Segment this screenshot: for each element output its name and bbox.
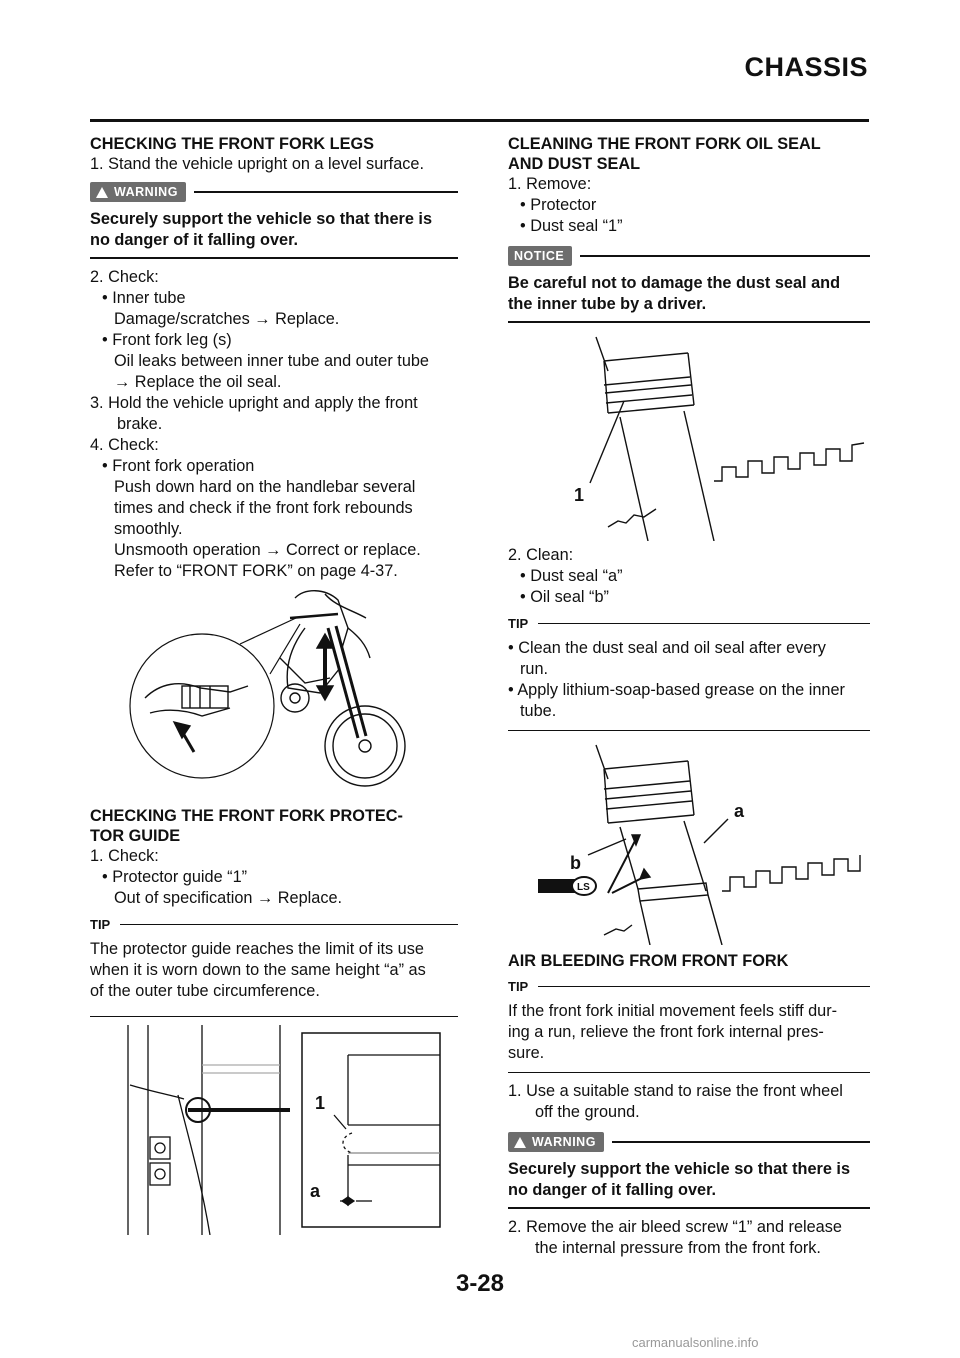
tip-label: TIP (508, 615, 529, 631)
warning-end-rule (508, 1207, 870, 1209)
page-number: 3-28 (455, 1270, 505, 1297)
tip-text: The protector guide reaches the limit of its use (90, 940, 424, 958)
section-title-protector-guide: TOR GUIDE (90, 827, 181, 845)
step-text: brake. (117, 415, 163, 433)
protector-guide-figure (90, 1025, 458, 1235)
detail-text: Unsmooth operation → Correct or replace. (114, 541, 421, 559)
figure-label-a: a (734, 801, 745, 821)
warning-text: Securely support the vehicle so that there is (508, 1160, 851, 1178)
warning-label: WARNING (532, 1134, 596, 1149)
warning-label: WARNING (114, 184, 178, 199)
tip-text: run. (520, 660, 549, 678)
footer-watermark: carmanualsonline.info (632, 1335, 759, 1350)
detail-text: smoothly. (114, 520, 183, 538)
tip-text: tube. (520, 702, 557, 720)
tip-text: when it is worn down to the same height “a” as (90, 961, 426, 979)
section-title-cleaning-seals: AND DUST SEAL (508, 155, 641, 173)
tip-text: of the outer tube circumference. (90, 982, 320, 1000)
seal-grease-figure (508, 739, 870, 945)
warning-rule (612, 1141, 870, 1143)
detail-text: → Replace the oil seal. (114, 373, 282, 391)
step-text: 1. Check: (90, 847, 159, 865)
detail-text: Damage/scratches → Replace. (114, 310, 340, 328)
notice-header (508, 245, 870, 267)
notice-rule (580, 255, 870, 257)
step-text: 3. Hold the vehicle upright and apply the front (90, 394, 418, 412)
bullet-text: • Protector guide “1” (102, 868, 248, 886)
step-text: 2. Check: (90, 268, 159, 286)
left-column (90, 134, 458, 1235)
tip-label: TIP (90, 916, 111, 932)
step-text: 1. Stand the vehicle upright on a level surface. (90, 155, 424, 173)
warning-text: no danger of it falling over. (90, 231, 299, 249)
figure-label-a: a (310, 1181, 321, 1201)
section-title-air-bleeding: AIR BLEEDING FROM FRONT FORK (508, 952, 789, 970)
tip-text: sure. (508, 1044, 545, 1062)
motorcycle-fork-figure (90, 588, 458, 798)
bullet-text: • Inner tube (102, 289, 186, 307)
notice-badge (508, 246, 572, 266)
step-text: 1. Remove: (508, 175, 592, 193)
grease-label-ls: LS (577, 882, 590, 893)
warning-rule (194, 191, 458, 193)
tip-rule (538, 623, 870, 624)
warning-end-rule (90, 257, 458, 259)
step-text: the internal pressure from the front fork. (535, 1239, 821, 1257)
tip-end-rule (90, 1016, 458, 1017)
bullet-text: • Front fork leg (s) (102, 331, 232, 349)
warning-header (90, 181, 458, 203)
dust-seal-figure (508, 331, 870, 541)
tip-rule (538, 986, 870, 987)
step-text: 4. Check: (90, 436, 159, 454)
figure-label-1: 1 (315, 1093, 326, 1113)
step-text: 2. Remove the air bleed screw “1” and release (508, 1218, 842, 1236)
warning-triangle-icon (514, 1137, 526, 1148)
tip-text: • Clean the dust seal and oil seal after every (508, 639, 826, 657)
tip-header (508, 975, 870, 997)
tip-end-rule (508, 730, 870, 731)
detail-text: times and check if the front fork rebounds (114, 499, 413, 517)
page-header-title: CHASSIS (744, 52, 868, 82)
tip-end-rule (508, 1072, 870, 1073)
bullet-text: • Dust seal “a” (520, 567, 623, 585)
warning-text: no danger of it falling over. (508, 1181, 717, 1199)
warning-triangle-icon (96, 187, 108, 198)
tip-header (90, 913, 458, 935)
notice-end-rule (508, 321, 870, 323)
warning-text: Securely support the vehicle so that there is (90, 210, 433, 228)
tip-text: • Apply lithium-soap-based grease on the inner (508, 681, 845, 699)
tip-label: TIP (508, 978, 529, 994)
bullet-text: • Oil seal “b” (520, 588, 609, 606)
tip-rule (120, 924, 458, 925)
step-text: 1. Use a suitable stand to raise the front wheel (508, 1082, 843, 1100)
notice-text: Be careful not to damage the dust seal and (508, 274, 841, 292)
bullet-text: • Protector (520, 196, 597, 214)
detail-text: Push down hard on the handlebar several (114, 478, 416, 496)
tip-text: ing a run, relieve the front fork internal pres- (508, 1023, 824, 1041)
section-title-cleaning-seals: CLEANING THE FRONT FORK OIL SEAL (508, 135, 821, 153)
step-text: 2. Clean: (508, 546, 574, 564)
detail-text: Oil leaks between inner tube and outer tube (114, 352, 429, 370)
bullet-text: • Dust seal “1” (520, 217, 623, 235)
section-title-protector-guide: CHECKING THE FRONT FORK PROTEC- (90, 807, 403, 825)
detail-text: Refer to “FRONT FORK” on page 4-37. (114, 562, 398, 580)
right-column (508, 134, 870, 1259)
bullet-text: • Front fork operation (102, 457, 255, 475)
header-rule (90, 119, 869, 122)
figure-label-1: 1 (574, 485, 585, 505)
warning-badge (90, 182, 186, 202)
section-title-front-fork-legs: CHECKING THE FRONT FORK LEGS (90, 135, 375, 153)
detail-text: Out of specification → Replace. (114, 889, 343, 907)
notice-text: the inner tube by a driver. (508, 295, 707, 313)
step-text: off the ground. (535, 1103, 640, 1121)
tip-header (508, 612, 870, 634)
warning-header (508, 1131, 870, 1153)
tip-text: If the front fork initial movement feels stiff dur- (508, 1002, 838, 1020)
figure-label-b: b (570, 853, 581, 873)
warning-badge (508, 1132, 604, 1152)
notice-label: NOTICE (514, 248, 565, 263)
